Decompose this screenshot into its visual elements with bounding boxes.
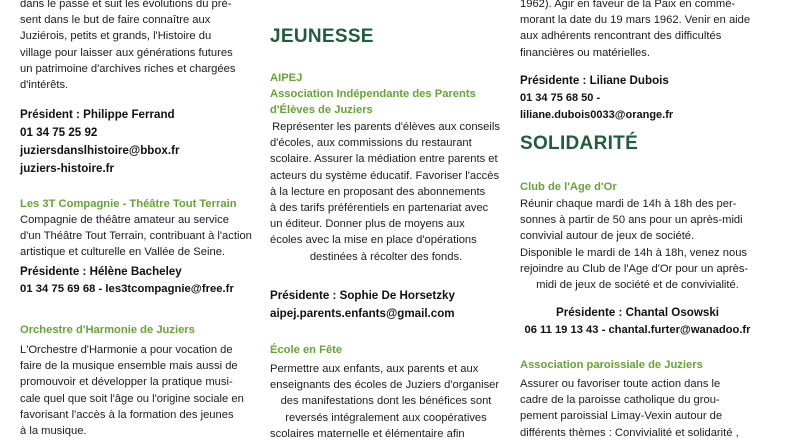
president-name: Présidente : Sophie De Horsetzky bbox=[270, 289, 455, 302]
president-name: Président : Philippe Ferrand bbox=[20, 108, 175, 121]
text-line: Disponible le mardi de 14h à 18h, venez nous bbox=[520, 246, 748, 259]
president-name: Présidente : Liliane Dubois bbox=[520, 74, 669, 87]
text-line: morant la date du 19 mars 1962. Venir en aide bbox=[520, 14, 751, 27]
text-line: convivial autour de jeux de société. bbox=[520, 230, 695, 243]
text-line: scolaires maternelle et élémentaire afin bbox=[270, 427, 465, 440]
contact-line[interactable]: 01 34 75 69 68 - les3tcompagnie@free.fr bbox=[20, 282, 234, 295]
text-line: acteurs du système éducatif. Favoriser l'accès bbox=[270, 169, 500, 182]
text-line: midi de jeux de société et de convivialité. bbox=[536, 279, 739, 292]
text-line: favorisant l'accès à la formation des jeunes bbox=[20, 408, 234, 421]
text-line: financières ou matérielles. bbox=[520, 46, 650, 59]
president-name: Présidente : Hélène Bacheley bbox=[20, 264, 182, 278]
text-line: pement paroissial Limay-Vexin autour de bbox=[520, 410, 723, 423]
assoc-title: Association Indépendante des Parents bbox=[270, 88, 476, 100]
assoc-paroissiale bbox=[520, 357, 755, 441]
assoc-title: Orchestre d'Harmonie de Juziers bbox=[20, 324, 195, 336]
contact-line[interactable]: 06 11 19 13 43 - chantal.furter@wanadoo.fr bbox=[524, 324, 751, 336]
text-line: cale quel que soit l'âge ou l'origine sociale en bbox=[20, 392, 244, 405]
assoc-orchestre bbox=[20, 322, 252, 439]
fnaca-contact bbox=[520, 72, 755, 124]
text-line: à la lecture en proposant des abonnements bbox=[270, 185, 486, 198]
assoc-age-dor bbox=[520, 179, 755, 293]
text-line: scolaire. Assurer la médiation entre parents et bbox=[270, 153, 498, 166]
history-contact bbox=[20, 106, 179, 177]
text-line: Réunir chaque mardi de 14h à 18h des per- bbox=[520, 198, 737, 210]
text-line: aux adhérents rencontrant des difficultés bbox=[520, 30, 722, 43]
president-name: Présidente : Chantal Osowski bbox=[555, 306, 719, 319]
text-line: différents thèmes : Convivialité et solidarité , bbox=[520, 426, 739, 439]
text-line: Permettre aux enfants, aux parents et aux bbox=[270, 363, 479, 375]
text-line: faire de la musique ensemble mais aussi de bbox=[20, 360, 238, 373]
text-line: d'écoles, aux commissions du restaurant bbox=[270, 137, 472, 150]
text-line: écoles avec la mise en place d'opérations bbox=[270, 234, 477, 247]
text-line: rejoindre au Club de l'Age d'Or pour un après- bbox=[520, 262, 749, 275]
phone: 01 34 75 25 92 bbox=[20, 126, 98, 139]
text-line: L'Orchestre d'Harmonie a pour vocation de bbox=[20, 344, 233, 356]
text-line: destinées à récolter des fonds. bbox=[309, 250, 463, 263]
assoc-aipej bbox=[270, 70, 502, 265]
assoc-title: Club de l'Age d'Or bbox=[520, 181, 617, 193]
text-line: à la musique. bbox=[20, 425, 87, 438]
text-line: enseignants des écoles de Juziers d'organiser bbox=[270, 379, 500, 392]
text-line: village pour laisser aux générations futures bbox=[20, 46, 233, 59]
assoc-title: Association paroissiale de Juziers bbox=[520, 359, 703, 371]
text-line: dans le passé et suit les évolutions du pré- bbox=[20, 0, 232, 10]
assoc-ecole-en-fete bbox=[270, 342, 502, 442]
text-line: un éditeur. Donner plus de moyens aux bbox=[270, 218, 465, 231]
text-line: Compagnie de théâtre amateur au service bbox=[20, 214, 229, 226]
text-line: sent dans le but de faire connaître aux bbox=[20, 14, 211, 27]
text-line: Représenter les parents d'élèves aux conseils bbox=[272, 121, 500, 133]
assoc-title: d'Élèves de Juziers bbox=[270, 104, 373, 116]
text-line: promouvoir et développer la pratique musi- bbox=[20, 376, 233, 389]
text-line: Assurer ou favoriser toute action dans le bbox=[520, 378, 721, 390]
text-line: artistique et culturelle en Vallée de Seine. bbox=[20, 246, 226, 259]
aipej-contact bbox=[270, 287, 455, 322]
text-line: Juziérois, petits et grands, l'Histoire du bbox=[20, 30, 212, 43]
email-link[interactable]: aipej.parents.enfants@gmail.com bbox=[270, 307, 455, 320]
text-line: cadre de la paroisse catholique du grou- bbox=[520, 394, 720, 407]
text-line: d'un Théâtre Tout Terrain, contribuant à l'action bbox=[20, 230, 252, 243]
email-link[interactable]: juziersdanslhistoire@bbox.fr bbox=[20, 144, 180, 157]
assoc-title: Les 3T Compagnie - Théâtre Tout Terrain bbox=[20, 198, 237, 210]
assoc-3t bbox=[20, 196, 252, 298]
text-line: sonnes à partir de 50 ans pour un après-midi bbox=[520, 214, 743, 227]
website-link[interactable]: juziers-histoire.fr bbox=[20, 162, 115, 175]
section-heading: SOLIDARITÉ bbox=[520, 133, 639, 154]
section-heading: JEUNESSE bbox=[270, 26, 374, 47]
text-line: des manifestations dont les bénéfices sont bbox=[280, 395, 492, 408]
assoc-acronym: AIPEJ bbox=[270, 72, 303, 84]
text-line: un patrimoine d'archives riches et chargées bbox=[20, 62, 236, 75]
assoc-title: École en Fête bbox=[270, 344, 343, 356]
text-line: 1962). Agir en faveur de la Paix en commé- bbox=[520, 0, 736, 10]
age-dor-contact bbox=[520, 304, 755, 339]
text-line: reversés intégralement aux coopératives bbox=[285, 411, 487, 424]
text-line: à des tarifs préférentiels en partenariat avec bbox=[270, 202, 489, 215]
fnaca-intro bbox=[520, 0, 755, 61]
contact-line[interactable]: 01 34 75 68 50 - liliane.dubois0033@orange.fr bbox=[520, 92, 674, 121]
history-intro bbox=[20, 0, 252, 93]
text-line: d'intérêts. bbox=[20, 79, 69, 92]
